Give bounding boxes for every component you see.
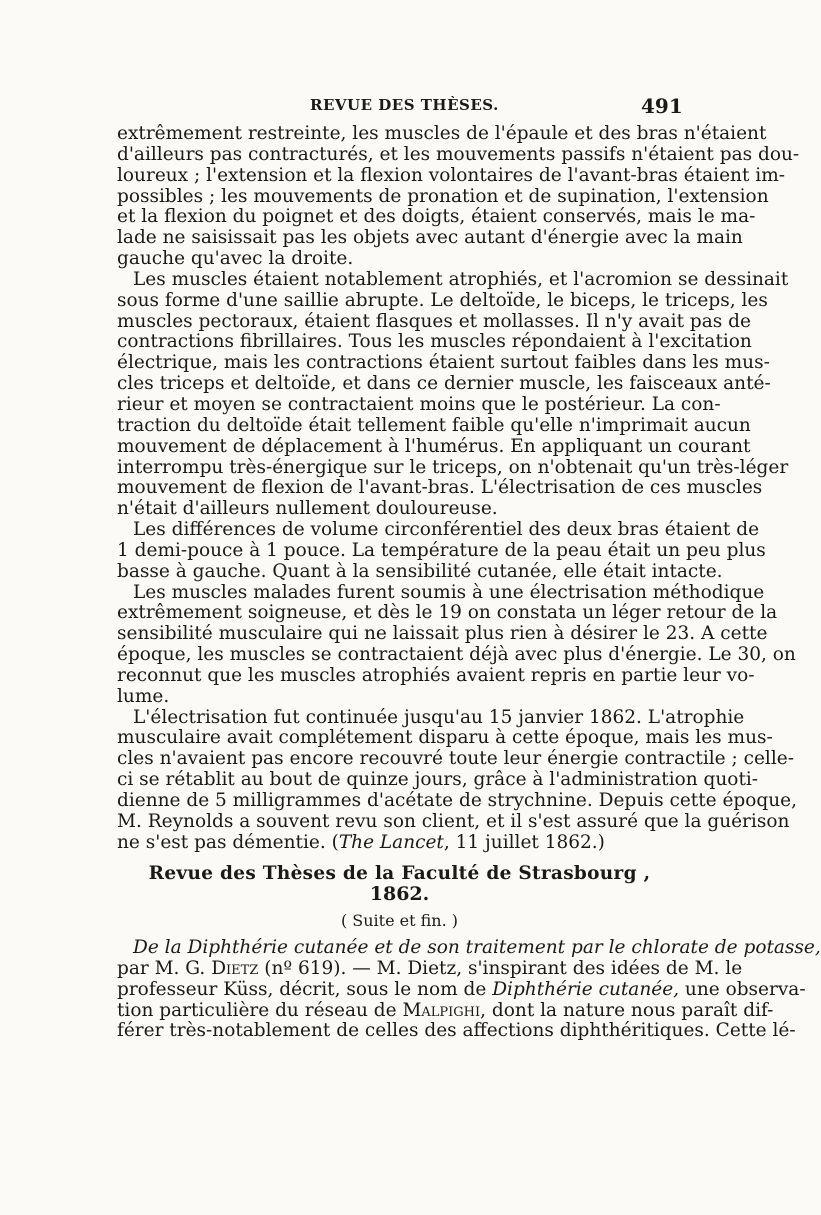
text-line: lade ne saisissait pas les objets avec autant d'énergie avec la main xyxy=(117,227,743,249)
section-year: 1862. xyxy=(369,883,430,906)
text-fragment: par M. G. xyxy=(117,957,212,979)
body-text xyxy=(117,123,821,1042)
entry-title: De la Diphthérie cutanée et de son traitement par le chlorate de potasse, xyxy=(133,937,821,959)
text-line xyxy=(117,957,743,980)
entry-title-line xyxy=(117,937,821,959)
section-title: Revue des Thèses de la Faculté de Strasbourg , xyxy=(148,862,651,884)
text-line: Les différences de volume circonférentiel des deux bras étaient de xyxy=(133,519,760,541)
text-line xyxy=(117,978,806,1001)
text-line: gauche qu'avec la droite. xyxy=(117,248,354,270)
text-line: époque, les muscles se contractaient déjà avec plus d'énergie. Le 30, on xyxy=(117,644,796,666)
text-line: loureux ; l'extension et la flexion volontaires de l'avant-bras étaient im- xyxy=(117,164,785,186)
text-line: interrompu très-énergique sur le triceps, on n'obtenait qu'un très-léger xyxy=(117,456,789,478)
text-line: muscles pectoraux, étaient flasques et mollasses. Il n'y avait pas de xyxy=(117,310,751,332)
text-line: dienne de 5 milligrammes d'acétate de strychnine. Depuis cette époque, xyxy=(117,790,797,811)
text-fragment: (nº 619). — M. Dietz, s'inspirant des idées de M. le xyxy=(258,957,743,979)
text-line: M. Reynolds a souvent revu son client, et il s'est assuré que la guérison xyxy=(117,810,790,832)
text-line: rieur et moyen se contractaient moins que le postérieur. La con- xyxy=(117,393,721,415)
text-line: férer très-notablement de celles des affections diphthéritiques. Cette lé- xyxy=(117,1020,796,1042)
text-fragment: tion particulière du réseau de xyxy=(117,999,403,1021)
text-line: cles n'avaient pas encore recouvré toute leur énergie contractile ; celle- xyxy=(117,748,794,770)
citation-prefix: ne s'est pas démentie. ( xyxy=(117,831,339,853)
text-line: possibles ; les mouvements de pronation et de supination, l'extension xyxy=(117,185,769,207)
text-line: reconnut que les muscles atrophiés avaient repris en partie leur vo- xyxy=(117,664,755,686)
text-line: électrique, mais les contractions étaient surtout faibles dans les mus- xyxy=(117,352,770,374)
text-fragment: professeur Küss, décrit, sous le nom de xyxy=(117,978,493,1000)
text-line: lume. xyxy=(117,685,170,707)
page-header xyxy=(0,96,800,120)
text-line: d'ailleurs pas contracturés, et les mouvements passifs n'étaient pas dou- xyxy=(117,143,800,165)
running-title: REVUE DES THÈSES. xyxy=(310,96,499,114)
text-line xyxy=(117,999,774,1022)
text-line: extrêmement soigneuse, et dès le 19 on constata un léger retour de la xyxy=(117,602,778,624)
text-line: mouvement de déplacement à l'humérus. En appliquant un courant xyxy=(117,435,751,457)
text-line: cles triceps et deltoïde, et dans ce dernier muscle, les faisceaux anté- xyxy=(117,373,771,395)
text-line: traction du deltoïde était tellement faible qu'elle n'imprimait aucun xyxy=(117,414,751,436)
person-name: Malpighi xyxy=(402,999,481,1021)
text-fragment: , dont la nature nous paraît dif- xyxy=(480,999,774,1021)
citation-suffix: , 11 juillet 1862.) xyxy=(443,831,605,853)
text-line: musculaire avait complétement disparu à cette époque, mais les mus- xyxy=(117,727,773,749)
text-line: basse à gauche. Quant à la sensibilité cutanée, elle était intacte. xyxy=(117,560,723,582)
term-italic: Diphthérie cutanée, xyxy=(492,978,680,1000)
section-subtitle: ( Suite et fin. ) xyxy=(340,911,459,931)
text-line: L'électrisation fut continuée jusqu'au 15 janvier 1862. L'atrophie xyxy=(133,706,745,728)
text-line: 1 demi-pouce à 1 pouce. La température de la peau était un peu plus xyxy=(117,539,766,561)
text-line: ci se rétablit au bout de quinze jours, grâce à l'administration quoti- xyxy=(117,769,759,791)
text-line: extrêmement restreinte, les muscles de l'épaule et des bras n'étaient xyxy=(117,123,767,144)
author-name: Dietz xyxy=(211,957,259,979)
text-line: contractions fibrillaires. Tous les muscles répondaient à l'excitation xyxy=(117,331,752,353)
text-line: n'était d'ailleurs nullement douloureuse. xyxy=(117,498,498,520)
text-line: Les muscles étaient notablement atrophiés, et l'acromion se dessinait xyxy=(133,268,789,290)
text-line: sensibilité musculaire qui ne laissait plus rien à désirer le 23. A cette xyxy=(117,623,768,645)
text-line: sous forme d'une saillie abrupte. Le deltoïde, le biceps, le triceps, les xyxy=(117,289,768,311)
text-fragment: une observa- xyxy=(679,978,806,1000)
text-line: Les muscles malades furent soumis à une électrisation méthodique xyxy=(133,581,765,603)
text-line-citation xyxy=(117,833,682,854)
text-line: mouvement de flexion de l'avant-bras. L'électrisation de ces muscles xyxy=(117,477,763,499)
journal-name: The Lancet xyxy=(338,831,444,853)
page-number: 491 xyxy=(641,94,683,118)
text-line: et la flexion du poignet et des doigts, étaient conservés, mais le ma- xyxy=(117,206,756,228)
